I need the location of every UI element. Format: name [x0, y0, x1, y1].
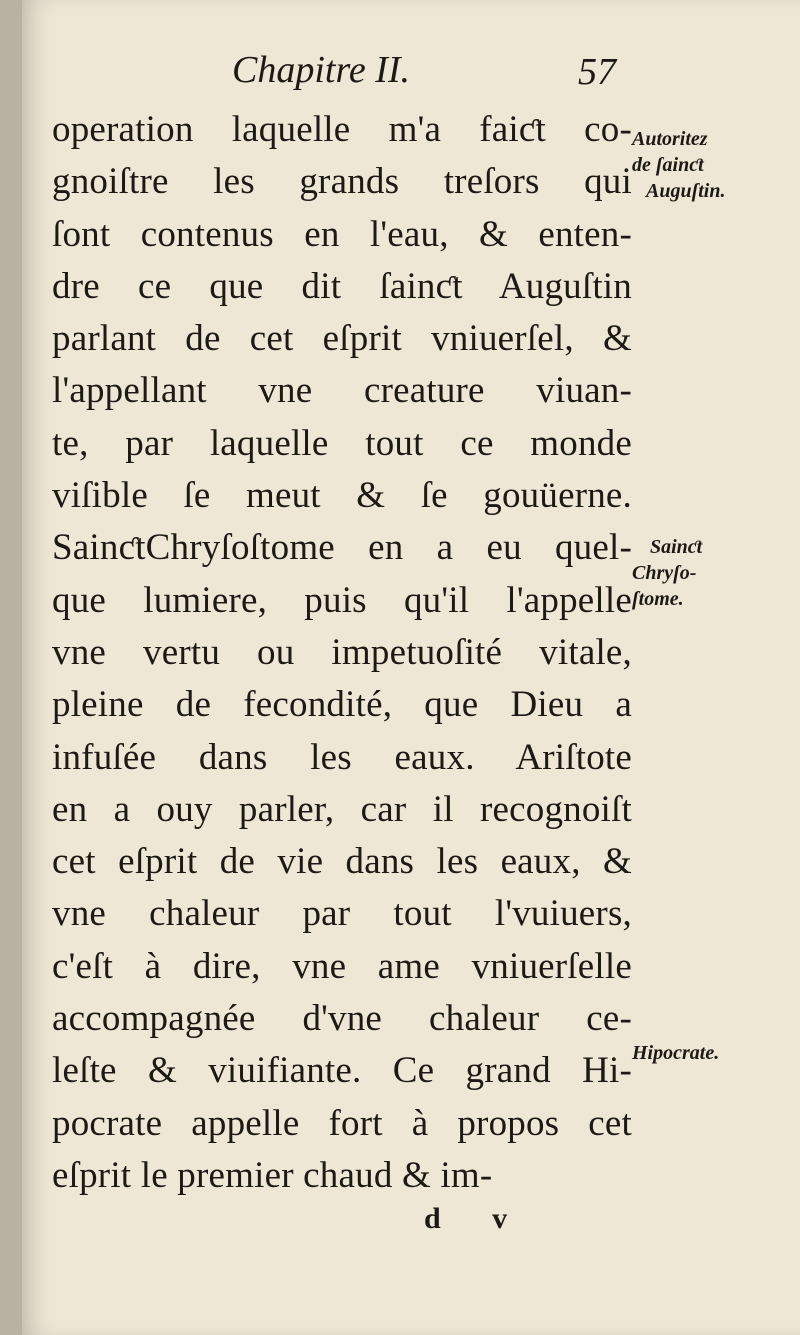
text-line: SainƈtChryſoſtome en a eu quel-: [52, 527, 632, 569]
text-line: pocrate appelle fort à propos cet: [52, 1102, 632, 1144]
text-line: leſte & viuifiante. Ce grand Hi-: [52, 1050, 632, 1092]
margin-note-chrysostome: [632, 534, 792, 612]
margin-note-line: Sainƈt: [650, 536, 703, 558]
margin-note-line: Hipocrate.: [632, 1042, 720, 1064]
text-line: parlant de cet eſprit vniuerſel, &: [52, 318, 632, 360]
text-line: dre ce que dit ſainƈt Auguſtin: [52, 265, 632, 307]
signature-mark: d v: [424, 1202, 530, 1235]
text-line: viſible ſe meut & ſe gouüerne.: [52, 475, 632, 517]
text-line: c'eſt à dire, vne ame vniuerſelle: [52, 945, 632, 987]
margin-note-hipocrate: [632, 1040, 792, 1066]
margin-note-line: Autoritez: [632, 128, 708, 150]
margin-note-line: ſtome.: [632, 588, 684, 610]
text-line: l'appellant vne creature viuan-: [52, 370, 632, 412]
text-line: operation laquelle m'a faiƈt co-: [52, 109, 632, 150]
text-line: vne vertu ou impetuoſité vitale,: [52, 631, 632, 673]
margin-note-line: Auguſtin.: [646, 180, 726, 202]
main-text-block: [52, 104, 632, 1202]
text-line: cet eſprit de vie dans les eaux, &: [52, 841, 632, 883]
text-line: te, par laquelle tout ce monde: [52, 422, 632, 464]
text-line: ſont contenus en l'eau, & enten-: [52, 213, 632, 255]
text-line: en a ouy parler, car il recognoiſt: [52, 788, 632, 830]
margin-note-augustin: [632, 126, 792, 204]
text-line: accompagnée d'vne chaleur ce-: [52, 998, 632, 1040]
text-line: eſprit le premier chaud & im-: [52, 1154, 493, 1196]
margin-note-line: de ſainƈt: [632, 154, 704, 176]
margin-note-line: Chryſo-: [632, 562, 697, 584]
text-line: gnoiſtre les grands treſors qui: [52, 161, 632, 203]
text-line: que lumiere, puis qu'il l'appelle: [52, 579, 632, 621]
running-title: Chapitre II.: [232, 49, 411, 91]
text-line: pleine de fecondité, que Dieu a: [52, 684, 632, 726]
page-number: 57: [578, 51, 616, 93]
text-line: infuſée dans les eaux. Ariſtote: [52, 736, 632, 778]
page-header: [0, 48, 800, 96]
text-line: vne chaleur par tout l'vuiuers,: [52, 893, 632, 935]
